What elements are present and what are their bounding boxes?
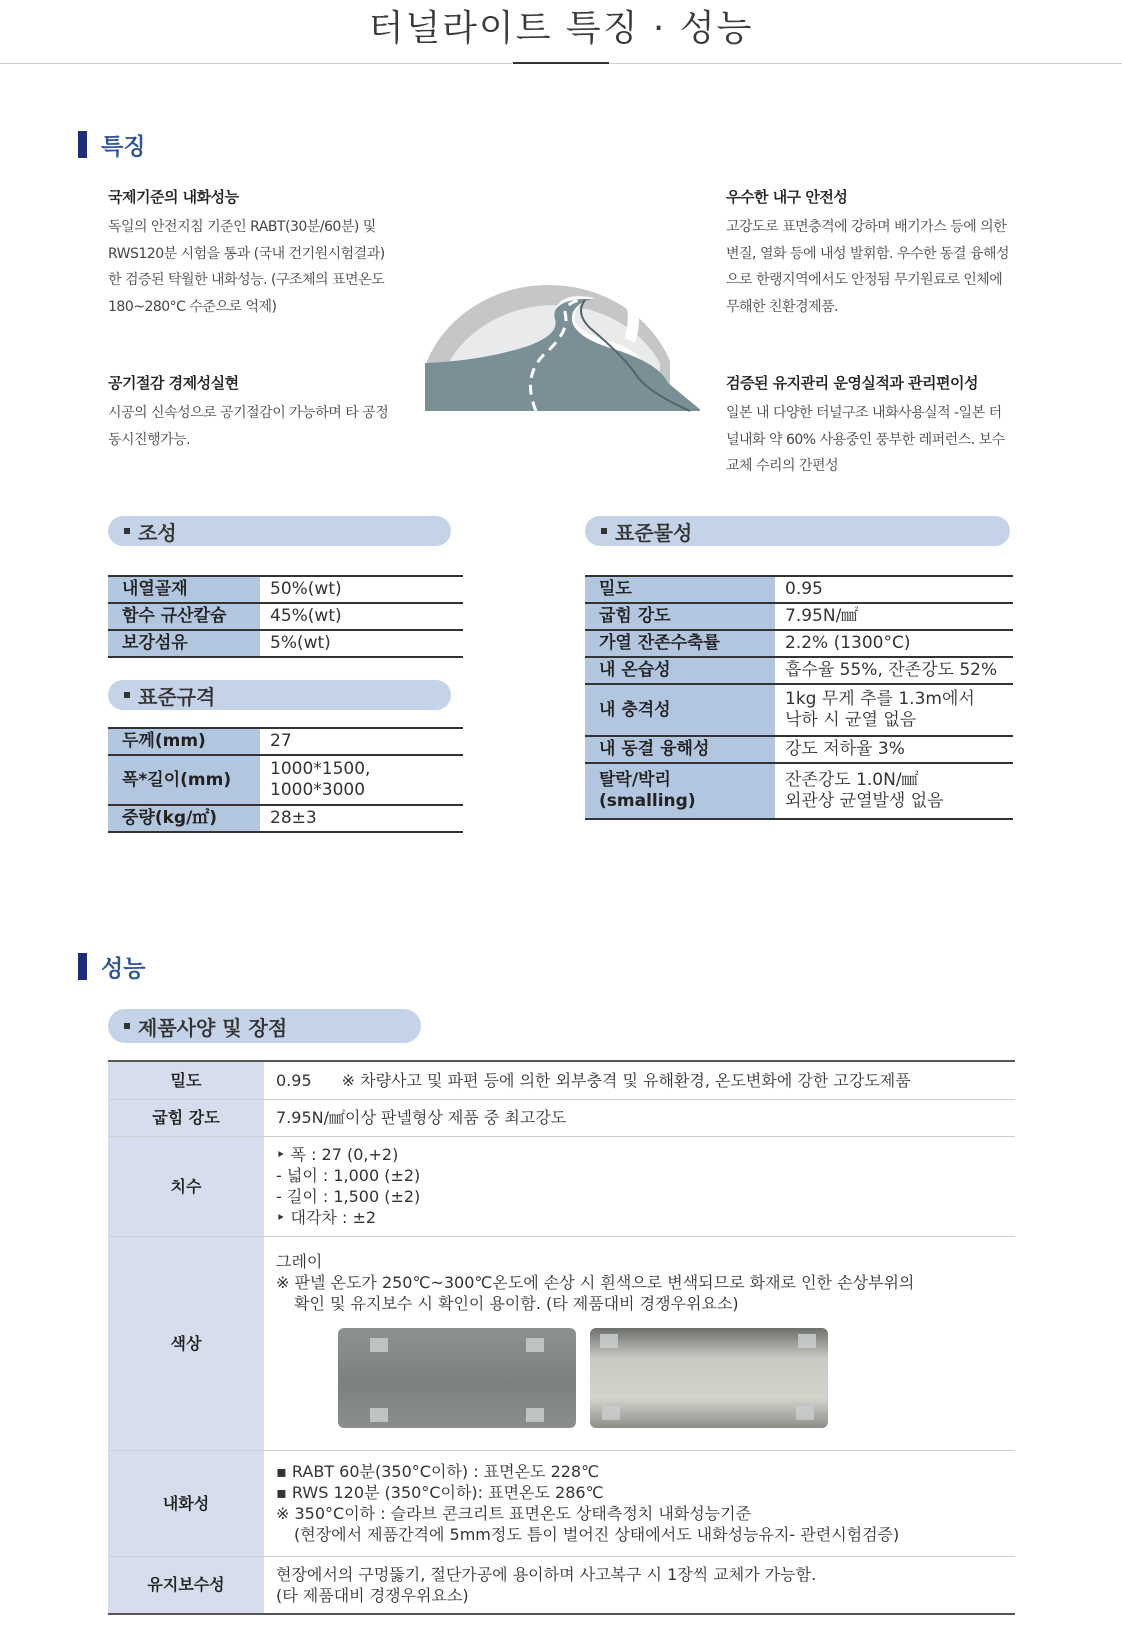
heading-bar xyxy=(78,953,87,980)
standard-props-pill xyxy=(585,516,1010,546)
row-key: 내화성 xyxy=(108,1450,264,1556)
density-note: ※ 차량사고 및 파편 등에 의한 외부충격 및 유해환경, 온도변화에 강한 고강도제품 xyxy=(341,1070,911,1090)
discolored-panel-image xyxy=(590,1328,828,1428)
row-key: 내 온습성 xyxy=(585,657,775,684)
value-line: 2.2% (1300°C) xyxy=(785,633,911,653)
density-value: 0.95 xyxy=(276,1070,312,1090)
row-value xyxy=(260,755,463,805)
feature-body xyxy=(108,214,408,320)
row-key: 굽힘 강도 xyxy=(585,603,775,630)
table-row xyxy=(585,576,1013,603)
row-value xyxy=(775,603,1013,630)
value-line: 그레이 xyxy=(276,1251,323,1271)
row-value xyxy=(264,1236,1015,1450)
bullet-icon xyxy=(124,692,130,698)
value-line: 27 xyxy=(270,731,292,751)
table-row xyxy=(585,657,1013,684)
performance-table xyxy=(108,1060,1015,1615)
row-value xyxy=(264,1061,1015,1099)
row-key: 치수 xyxy=(108,1136,264,1236)
row-key: 내 동결 융해성 xyxy=(585,736,775,763)
feature-title: 국제기준의 내화성능 xyxy=(108,188,239,206)
value-line: - 넓이 : 1,000 (±2) xyxy=(276,1166,421,1185)
feature-line: 일본 내 다양한 터널구조 내화사용실적 -일본 터 xyxy=(726,405,1002,421)
table-row xyxy=(108,630,463,657)
product-spec-pill xyxy=(108,1009,421,1043)
composition-pill xyxy=(108,516,451,546)
feature-body xyxy=(726,214,1026,320)
feature-durability xyxy=(726,186,1026,320)
row-key: 밀도 xyxy=(585,576,775,603)
feature-line: 교체 수리의 간편성 xyxy=(726,458,839,474)
feature-line: 독일의 안전지침 기준인 RABT(30분/60분) 및 xyxy=(108,219,376,235)
value-line: (현장에서 제품간격에 5mm정도 틈이 벌어진 상태에서도 내화성능유지- 관련시험검증) xyxy=(294,1525,900,1544)
standard-spec-table xyxy=(108,727,463,833)
feature-line: 180~280°C 수준으로 억제) xyxy=(108,298,277,315)
table-row xyxy=(108,728,463,755)
feature-title: 공기절감 경제성실현 xyxy=(108,374,239,392)
value-line: ‣ 폭 : 27 (0,+2) xyxy=(276,1145,399,1164)
row-value xyxy=(264,1136,1015,1236)
feature-line: 변질, 열화 등에 내성 발휘함. 우수한 동결 융해성 xyxy=(726,245,1010,262)
row-key: 폭*길이(mm) xyxy=(108,755,260,805)
standard-props-heading: 표준물성 xyxy=(615,520,693,545)
value-line: 1000*1500, xyxy=(270,759,371,779)
features-heading xyxy=(78,128,145,161)
composition-heading: 조성 xyxy=(138,520,177,545)
value-line: 7.95N/㎟ xyxy=(785,606,859,626)
feature-title: 우수한 내구 안전성 xyxy=(726,188,848,206)
value-line: 강도 저하율 3% xyxy=(785,739,905,759)
row-value xyxy=(775,630,1013,657)
value-line: 28±3 xyxy=(270,808,317,828)
feature-maintenance xyxy=(726,372,1026,480)
value-line: ▪ RWS 120분 (350°C이하): 표면온도 286℃ xyxy=(276,1483,604,1502)
table-row xyxy=(108,1061,1015,1099)
feature-economy xyxy=(108,372,408,453)
table-row xyxy=(585,630,1013,657)
value-line: ‣ 대각차 : ±2 xyxy=(276,1208,377,1227)
value-line: 0.95 xyxy=(785,579,823,599)
table-row xyxy=(108,1136,1015,1236)
value-line: 외관상 균열발생 없음 xyxy=(785,791,944,811)
row-key: 두께(mm) xyxy=(108,728,260,755)
row-key: 색상 xyxy=(108,1236,264,1450)
value-line: 1000*3000 xyxy=(270,780,366,800)
feature-line: RWS120분 시험을 통과 (국내 건기원시험결과) xyxy=(108,245,385,262)
row-key: 가열 잔존수축률 xyxy=(585,630,775,657)
feature-line: 무해한 친환경제품. xyxy=(726,298,839,315)
value-line: 잔존강도 1.0N/㎟ xyxy=(785,770,919,790)
table-row xyxy=(585,603,1013,630)
row-key: 내열골재 xyxy=(108,576,260,603)
row-value xyxy=(260,805,463,832)
standard-props-table xyxy=(585,575,1013,820)
value-line: ※ 350°C이하 : 슬라브 콘크리트 표면온도 상태측정치 내화성능기준 xyxy=(276,1504,752,1523)
performance-heading-text: 성능 xyxy=(101,956,146,982)
table-row xyxy=(585,736,1013,763)
row-value xyxy=(775,576,1013,603)
bullet-icon xyxy=(124,1023,130,1029)
row-value xyxy=(775,763,1013,819)
features-heading-text: 특징 xyxy=(101,134,146,160)
table-row xyxy=(108,603,463,630)
row-value: 50%(wt) xyxy=(260,576,463,603)
panel-photos xyxy=(338,1328,1005,1428)
row-value xyxy=(260,728,463,755)
row-value xyxy=(775,684,1013,736)
value-line: ※ 판넬 온도가 250℃~300℃온도에 손상 시 흰색으로 변색되므로 화재로 인한 손상부위의 xyxy=(276,1272,915,1292)
table-row xyxy=(108,1099,1015,1136)
performance-heading xyxy=(78,950,145,983)
feature-body xyxy=(726,400,1026,480)
row-value xyxy=(775,657,1013,684)
table-row xyxy=(108,1236,1015,1450)
row-key: 내 충격성 xyxy=(585,684,775,736)
gray-panel-image xyxy=(338,1328,576,1428)
feature-line: 고강도로 표면충격에 강하며 배기가스 등에 의한 xyxy=(726,219,1007,235)
feature-line: 널내화 약 60% 사용중인 풍부한 레퍼런스. 보수 xyxy=(726,431,1005,448)
table-row xyxy=(585,763,1013,819)
row-value: 7.95N/㎟이상 판넬형상 제품 중 최고강도 xyxy=(264,1099,1015,1136)
table-row xyxy=(108,805,463,832)
row-key: 밀도 xyxy=(108,1061,264,1099)
value-line: 확인 및 유지보수 시 확인이 용이함. (타 제품대비 경쟁우위요소) xyxy=(294,1293,739,1313)
standard-spec-heading: 표준규격 xyxy=(138,684,216,709)
row-value: 5%(wt) xyxy=(260,630,463,657)
table-row xyxy=(108,1556,1015,1614)
feature-line: 동시진행가능. xyxy=(108,431,191,448)
bullet-icon xyxy=(601,528,607,534)
feature-line: 으로 한랭지역에서도 안정됨 무기원료로 인체에 xyxy=(726,272,1003,288)
feature-line: 시공의 신속성으로 공기절감이 가능하며 타 공정 xyxy=(108,405,389,421)
tunnel-road-icon xyxy=(420,243,700,413)
row-key: 탈락/박리(smalling) xyxy=(585,763,775,819)
value-line: - 길이 : 1,500 (±2) xyxy=(276,1187,421,1206)
feature-title: 검증된 유지관리 운영실적과 관리편이성 xyxy=(726,374,978,392)
page-title: 터널라이트 특징 · 성능 xyxy=(368,8,754,49)
table-row xyxy=(108,1450,1015,1556)
heading-bar xyxy=(78,131,87,158)
row-value xyxy=(264,1556,1015,1614)
row-key: 함수 규산칼슘 xyxy=(108,603,260,630)
table-row xyxy=(108,576,463,603)
table-row xyxy=(585,684,1013,736)
bullet-icon xyxy=(124,528,130,534)
value-line: ▪ RABT 60분(350°C이하) : 표면온도 228℃ xyxy=(276,1462,600,1481)
row-value xyxy=(264,1450,1015,1556)
row-key: 굽힘 강도 xyxy=(108,1099,264,1136)
row-value xyxy=(775,736,1013,763)
row-key: 유지보수성 xyxy=(108,1556,264,1614)
title-underline xyxy=(513,62,609,64)
composition-table xyxy=(108,575,463,658)
standard-spec-pill xyxy=(108,680,451,710)
feature-fire-resistance xyxy=(108,186,408,320)
row-key: 보강섬유 xyxy=(108,630,260,657)
value-line: 낙하 시 균열 없음 xyxy=(785,710,917,730)
product-spec-heading: 제품사양 및 장점 xyxy=(138,1015,288,1040)
feature-body xyxy=(108,400,408,453)
value-line: 1kg 무게 추를 1.3m에서 xyxy=(785,689,975,709)
feature-line: 한 검증된 탁월한 내화성능. (구조체의 표면온도 xyxy=(108,272,385,288)
value-line: 현장에서의 구멍뚫기, 절단가공에 용이하며 사고복구 시 1장씩 교체가 가능함. xyxy=(276,1564,817,1584)
row-value: 45%(wt) xyxy=(260,603,463,630)
value-line: 흡수율 55%, 잔존강도 52% xyxy=(785,660,998,680)
value-line: (타 제품대비 경쟁우위요소) xyxy=(276,1585,469,1605)
table-row xyxy=(108,755,463,805)
row-key: 중량(kg/㎡) xyxy=(108,805,260,832)
